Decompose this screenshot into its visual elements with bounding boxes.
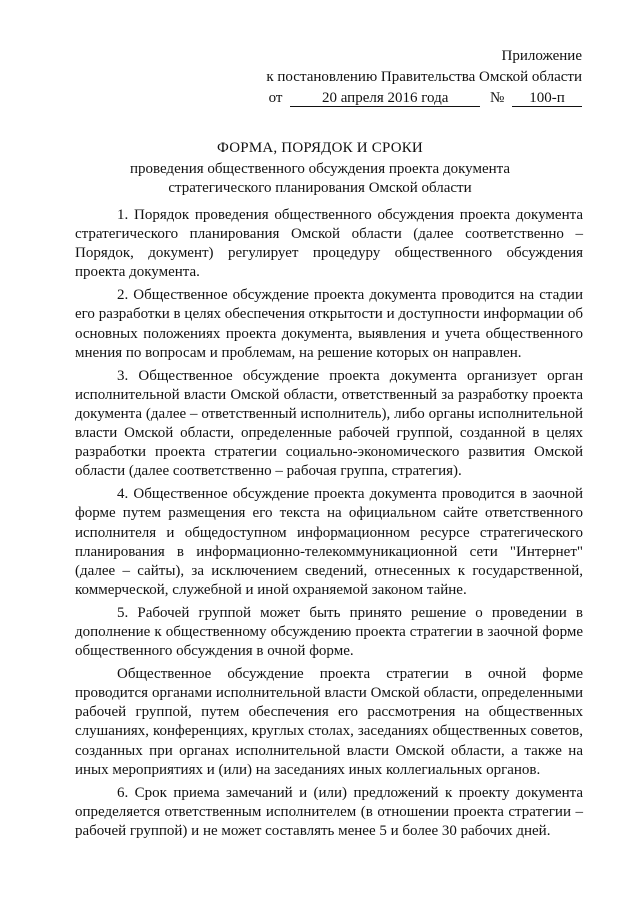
from-label: от bbox=[268, 90, 283, 106]
paragraph-2: 2. Общественное обсуждение проекта документа проводится на стадии его разработки в целях обеспечения открытости и доступности информации об основных положениях проекта документа, выявления и учета общественного мнения по вопросам и проблемам, на решение которых он направлен. bbox=[75, 287, 583, 361]
paragraph-4: 4. Общественное обсуждение проекта документа проводится в заочной форме путем размещения его текста на официальном сайте ответственного исполнителя и общедоступном информационном ресурсе стратегического планирования в информационно-телекоммуникационной сети "Интернет" (далее – сайты), за исключением сведений, отнесенных к государственной, коммерческой, служебной и иной охраняемой законом тайне. bbox=[75, 486, 583, 598]
document-subtitle bbox=[0, 160, 640, 198]
resolution-reference: к постановлению Правительства Омской области bbox=[266, 69, 582, 85]
paragraph-1: 1. Порядок проведения общественного обсуждения проекта документа стратегического планирования Омской области (далее соответственно – Порядок, документ) регулирует процедуру общественного обсуждения проекта документа. bbox=[75, 207, 583, 281]
appendix-header bbox=[182, 46, 582, 110]
document-body bbox=[75, 206, 583, 841]
paragraph-5: 5. Рабочей группой может быть принято решение о проведении в дополнение к общественному обсуждению проекта стратегии в заочной форме общественного обсуждения в очной форме. bbox=[75, 604, 583, 660]
paragraph-5-continued: Общественное обсуждение проекта стратегии в очной форме проводится органами исполнительной власти Омской области, определенными рабочей группой, путем обеспечения его рассмотрения на общественных слушаниях, конференциях, круглых столах, заседаниях общественных советов, созданных при органах исполнительной власти Омской области, а также на иных мероприятиях и (или) на заседаниях иных коллегиальных органов. bbox=[75, 666, 583, 778]
paragraph-3: 3. Общественное обсуждение проекта документа организует орган исполнительной власти Омской области, ответственный за разработку проекта документа (далее – ответственный исполнитель), либо органы исполнительной власти Омской области, определенные рабочей группой, созданной в целях разработки проекта стратегии социально-экономического развития Омской области (далее соответственно – рабочая группа, стратегия). bbox=[75, 367, 583, 480]
number-label: № bbox=[489, 90, 505, 106]
subtitle-line: стратегического планирования Омской области bbox=[168, 180, 472, 196]
document-title: ФОРМА, ПОРЯДОК И СРОКИ bbox=[217, 140, 423, 156]
resolution-date: 20 апреля 2016 года bbox=[290, 90, 480, 107]
paragraph-6: 6. Срок приема замечаний и (или) предложений к проекту документа определяется ответственным исполнителем (в отношении проекта стратегии – рабочей группой) и не может составлять менее 5 и более 30 рабочих дней. bbox=[75, 784, 583, 839]
resolution-date-number bbox=[269, 88, 582, 109]
subtitle-line: проведения общественного обсуждения проекта документа bbox=[129, 161, 511, 177]
resolution-number: 100-п bbox=[512, 90, 582, 107]
appendix-label: Приложение bbox=[501, 48, 582, 64]
